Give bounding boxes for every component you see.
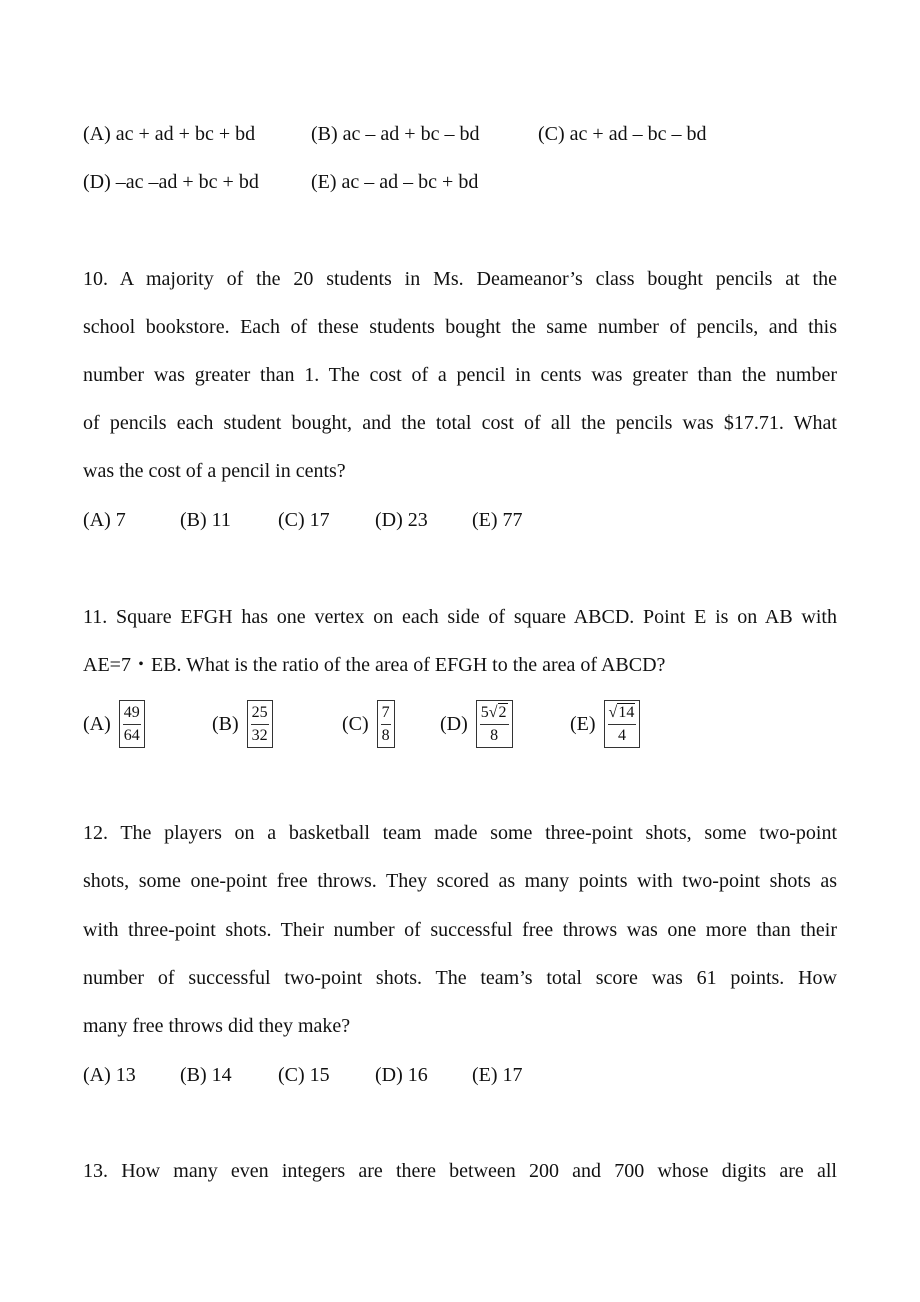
q10-text-line-4: of pencils each student bought, and the total cost of all the pencils was $17.71. What <box>83 412 837 434</box>
denominator: 32 <box>251 727 268 744</box>
q10-option-c: (C) 17 <box>278 509 330 531</box>
q10-text-line-2: school bookstore. Each of these students bought the same number of pencils, and this <box>83 316 837 338</box>
option-label: (E) <box>570 712 596 735</box>
q12-option-b: (B) 14 <box>180 1064 232 1086</box>
q10-option-b: (B) 11 <box>180 509 231 531</box>
q12-option-c: (C) 15 <box>278 1064 330 1086</box>
q9-option-d: (D) –ac –ad + bc + bd <box>83 171 259 193</box>
q10-text-line-3: number was greater than 1. The cost of a pencil in cents was greater than the number <box>83 364 837 386</box>
q10-option-a: (A) 7 <box>83 509 126 531</box>
denominator: 8 <box>490 727 499 744</box>
q10-text-line-5: was the cost of a pencil in cents? <box>83 460 346 482</box>
q11-option-e <box>570 697 640 751</box>
numerator <box>608 703 637 725</box>
q11-option-c <box>342 697 395 751</box>
radicand: 14 <box>618 704 635 721</box>
fraction-box <box>476 700 513 748</box>
q9-option-a: (A) ac + ad + bc + bd <box>83 123 256 145</box>
fraction-box <box>377 700 395 748</box>
sqrt-icon: √ <box>488 704 498 721</box>
numerator: 25 <box>251 703 269 725</box>
q10-option-d: (D) 23 <box>375 509 428 531</box>
q12-option-d: (D) 16 <box>375 1064 428 1086</box>
denominator: 4 <box>617 727 626 744</box>
option-label: (B) <box>212 712 239 735</box>
q9-option-b: (B) ac – ad + bc – bd <box>311 123 480 145</box>
q12-option-a: (A) 13 <box>83 1064 136 1086</box>
q11-text-line-2: AE=7・EB. What is the ratio of the area of EFGH to the area of ABCD? <box>83 654 666 676</box>
q10-text-line-1: 10. A majority of the 20 students in Ms. Deameanor’s class bought pencils at the <box>83 268 837 290</box>
q11-option-b <box>212 697 273 751</box>
option-label: (D) <box>440 712 468 735</box>
q12-text-line-4: number of successful two-point shots. The team’s total score was 61 points. How <box>83 967 837 989</box>
q11-option-d <box>440 697 513 751</box>
fraction-box <box>247 700 273 748</box>
numerator: 7 <box>381 703 391 725</box>
fraction-box <box>119 700 145 748</box>
numerator <box>480 703 509 725</box>
denominator: 64 <box>123 727 140 744</box>
q10-option-e: (E) 77 <box>472 509 523 531</box>
q9-option-e: (E) ac – ad – bc + bd <box>311 171 479 193</box>
option-label: (A) <box>83 712 111 735</box>
numerator: 49 <box>123 703 141 725</box>
q12-text-line-3: with three-point shots. Their number of successful free throws was one more than their <box>83 919 837 941</box>
fraction-box <box>604 700 641 748</box>
denominator: 8 <box>381 727 390 744</box>
q13-text-line-1: 13. How many even integers are there between 200 and 700 whose digits are all <box>83 1160 837 1182</box>
q11-option-a <box>83 697 145 751</box>
q12-text-line-5: many free throws did they make? <box>83 1015 351 1037</box>
sqrt-icon: √ <box>608 704 618 721</box>
coefficient: 5 <box>480 704 489 721</box>
option-label: (C) <box>342 712 369 735</box>
q12-option-e: (E) 17 <box>472 1064 523 1086</box>
q12-text-line-1: 12. The players on a basketball team made some three-point shots, some two-point <box>83 822 837 844</box>
q11-text-line-1: 11. Square EFGH has one vertex on each side of square ABCD. Point E is on AB with <box>83 606 837 628</box>
radicand: 2 <box>498 704 507 721</box>
q9-option-c: (C) ac + ad – bc – bd <box>538 123 707 145</box>
q12-text-line-2: shots, some one-point free throws. They scored as many points with two-point shots as <box>83 870 837 892</box>
